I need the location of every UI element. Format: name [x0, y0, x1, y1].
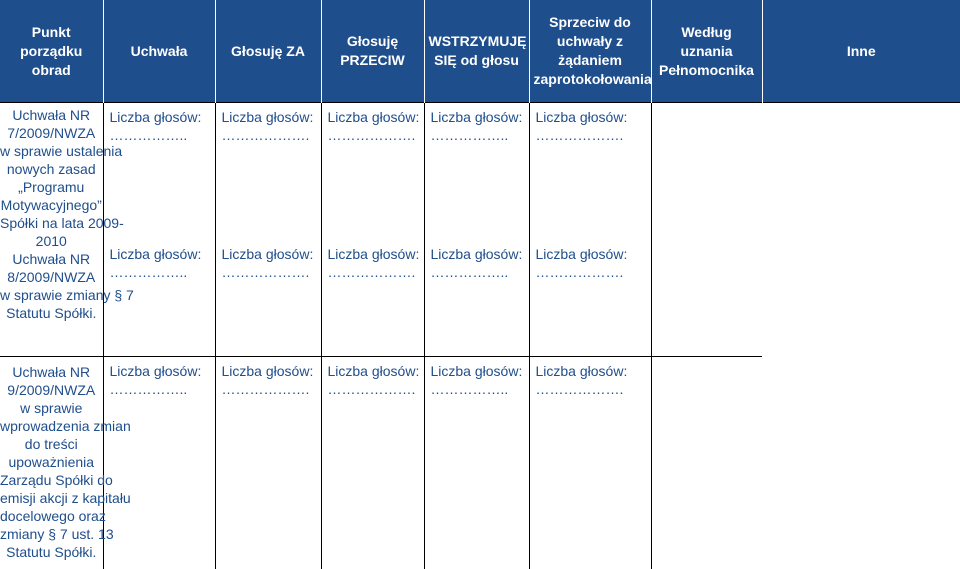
other-cell[interactable] [651, 357, 762, 569]
resolution-text-line: 9/2009/NWZA [0, 381, 103, 399]
table-row [0, 357, 960, 569]
header-resolution: Uchwała [103, 0, 215, 103]
resolution-text-line: „Programu [0, 178, 103, 196]
resolution-text-line: zmiany § 7 ust. 13 [0, 525, 103, 543]
vote-count-blank[interactable]: ………………. [222, 263, 321, 281]
resolution-text-line: do treści [0, 435, 103, 453]
vote-count-blank[interactable]: …………….. [431, 126, 529, 144]
vote-count-blank[interactable]: ………………. [536, 263, 651, 281]
vote-count-blank[interactable]: ………………. [328, 126, 424, 144]
objection-cell[interactable] [424, 103, 529, 357]
vote-against-cell[interactable] [215, 357, 321, 569]
vote-count-label: Liczba głosów: [431, 108, 529, 126]
vote-count-label: Liczba głosów: [431, 362, 529, 380]
resolution-text-line: upoważnienia [0, 453, 103, 471]
vote-count-label: Liczba głosów: [110, 245, 215, 263]
resolution-text-line: w sprawie ustalenia [0, 142, 103, 160]
proxy-discretion-cell[interactable] [529, 357, 651, 569]
vote-count-blank[interactable]: ………………. [328, 380, 424, 398]
header-other: Inne [762, 0, 960, 103]
abstain-cell[interactable] [321, 103, 424, 357]
vote-count-label: Liczba głosów: [536, 245, 651, 263]
resolution-text-line: Statutu Spółki. [0, 304, 103, 322]
vote-count-label: Liczba głosów: [110, 108, 215, 126]
header-vote-against: Głosuję PRZECIW [321, 0, 424, 103]
vote-count-blank[interactable]: …………….. [110, 380, 215, 398]
resolution-text-line: emisji akcji z kapitału [0, 489, 103, 507]
resolution-text-line: Statutu Spółki. [0, 543, 103, 561]
vote-count-blank[interactable]: ………………. [328, 263, 424, 281]
resolution-text-line: Spółki na lata 2009- [0, 214, 103, 232]
other-cell[interactable] [651, 103, 762, 357]
table-header-row [0, 0, 960, 103]
proxy-discretion-cell[interactable] [529, 103, 651, 357]
vote-count-label: Liczba głosów: [536, 362, 651, 380]
vote-count-label: Liczba głosów: [222, 362, 321, 380]
vote-count-blank[interactable]: ………………. [222, 126, 321, 144]
vote-count-label: Liczba głosów: [328, 245, 424, 263]
objection-cell[interactable] [424, 357, 529, 569]
vote-count-blank[interactable]: …………….. [431, 380, 529, 398]
vote-count-label: Liczba głosów: [222, 245, 321, 263]
vote-count-blank[interactable]: ………………. [536, 380, 651, 398]
resolution-text-line: Uchwała NR [0, 363, 103, 381]
resolution-text-line: docelowego oraz [0, 507, 103, 525]
vote-count-blank[interactable]: …………….. [431, 263, 529, 281]
resolution-text-line: w sprawie [0, 399, 103, 417]
vote-count-blank[interactable]: …………….. [110, 263, 215, 281]
resolution-text-line: 7/2009/NWZA [0, 124, 103, 142]
vote-count-label: Liczba głosów: [536, 108, 651, 126]
vote-count-label: Liczba głosów: [328, 108, 424, 126]
resolution-text-line: wprowadzenia zmian [0, 417, 103, 435]
vote-count-blank[interactable]: ………………. [536, 126, 651, 144]
resolution-cell [0, 103, 103, 357]
vote-count-label: Liczba głosów: [328, 362, 424, 380]
resolution-text-line: w sprawie zmiany § 7 [0, 286, 103, 304]
resolution-text-line: 8/2009/NWZA [0, 268, 103, 286]
table-row [0, 103, 960, 357]
vote-count-blank[interactable]: ………………. [222, 380, 321, 398]
vote-count-label: Liczba głosów: [222, 108, 321, 126]
resolution-text-line: 2010 [0, 232, 103, 250]
header-objection: Sprzeciw do uchwały z żądaniem zaprotokołowania [529, 0, 651, 103]
resolution-text-line: Zarządu Spółki do [0, 471, 103, 489]
resolution-text-line: nowych zasad [0, 160, 103, 178]
vote-for-cell[interactable] [103, 357, 215, 569]
header-abstain: WSTRZYMUJĘ SIĘ od głosu [424, 0, 529, 103]
resolution-text-line: Motywacyjnego” [0, 196, 103, 214]
resolution-text-line: Uchwała NR [0, 250, 103, 268]
header-proxy-discretion: Według uznania Pełnomocnika [651, 0, 762, 103]
resolution-text-line: Uchwała NR [0, 106, 103, 124]
abstain-cell[interactable] [321, 357, 424, 569]
vote-count-blank[interactable]: …………….. [110, 126, 215, 144]
vote-count-label: Liczba głosów: [431, 245, 529, 263]
header-vote-for: Głosuję ZA [215, 0, 321, 103]
header-agenda-point: Punkt porządku obrad [0, 0, 103, 103]
resolution-cell [0, 357, 103, 569]
vote-count-label: Liczba głosów: [110, 362, 215, 380]
vote-against-cell[interactable] [215, 103, 321, 357]
